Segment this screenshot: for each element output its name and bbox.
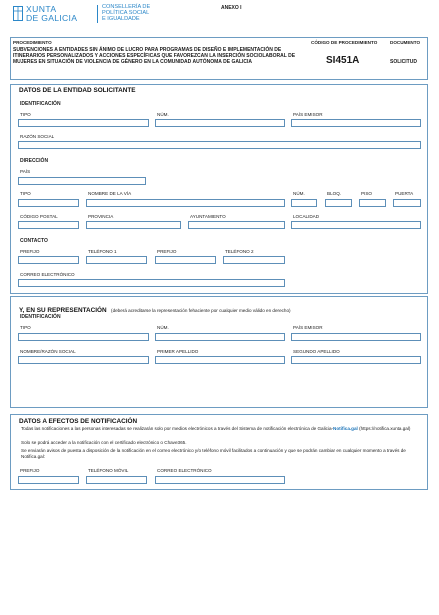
- applicant-razon-social-field[interactable]: [18, 141, 421, 149]
- applicant-tipo-via-field[interactable]: [18, 199, 79, 207]
- representative-pais-emisor-field[interactable]: [291, 333, 421, 341]
- representative-segundo-apellido-label: SEGUNDO APELLIDO: [293, 349, 340, 354]
- xunta-logo-mark-icon: [13, 6, 23, 21]
- representative-tipo-field[interactable]: [18, 333, 149, 341]
- document-type: SOLICITUD: [390, 59, 417, 65]
- notification-correo-label: CORREO ELECTRÓNICO: [157, 468, 212, 473]
- applicant-tipo-field[interactable]: [18, 119, 149, 127]
- applicant-localidad-label: LOCALIDAD: [293, 214, 320, 219]
- notification-telefono-movil-field[interactable]: [86, 476, 147, 484]
- procedure-code: SI451A: [326, 55, 360, 66]
- representative-section-title: Y, EN SU REPRESENTACIÓN: [19, 307, 107, 314]
- procedure-code-label: CÓDIGO DE PROCEDIMIENTO: [311, 40, 378, 45]
- notification-paragraph-1: [21, 426, 421, 432]
- representative-num-label: NÚM.: [157, 325, 169, 330]
- notification-paragraph-1-url: (https://notifica.xunta.gal): [357, 426, 411, 431]
- applicant-localidad-field[interactable]: [291, 221, 421, 229]
- representative-note: (deberá acreditarse la representación fehaciente por cualquier medio válido en derecho): [111, 308, 291, 313]
- applicant-telefono2-label: TELÉFONO 2: [225, 249, 254, 254]
- applicant-piso-label: PISO: [361, 191, 372, 196]
- applicant-ayuntamiento-field[interactable]: [188, 221, 285, 229]
- applicant-section-title: DATOS DE LA ENTIDAD SOLICITANTE: [19, 87, 136, 94]
- applicant-telefono1-label: TELÉFONO 1: [88, 249, 117, 254]
- applicant-address-heading: DIRECCIÓN: [20, 158, 49, 164]
- applicant-ayuntamiento-label: AYUNTAMIENTO: [190, 214, 226, 219]
- applicant-nombre-via-label: NOMBRE DE LA VÍA: [88, 191, 132, 196]
- applicant-provincia-field[interactable]: [86, 221, 181, 229]
- xunta-logo: [13, 4, 101, 24]
- applicant-tipo-via-label: TIPO: [20, 191, 31, 196]
- applicant-bloq-label: BLOQ.: [327, 191, 342, 196]
- applicant-prefijo1-field[interactable]: [18, 256, 79, 264]
- applicant-codigo-postal-field[interactable]: [18, 221, 79, 229]
- header-divider: [97, 5, 98, 23]
- applicant-pais-field[interactable]: [18, 177, 146, 185]
- applicant-pais-emisor-field[interactable]: [291, 119, 421, 127]
- applicant-num-via-field[interactable]: [291, 199, 317, 207]
- notification-correo-field[interactable]: [155, 476, 285, 484]
- notification-paragraph-3: Se enviarán avisos de puesta a disposición de la notificación en el correo electrónico y/o teléfono móvil facilitados a continuación y que se podrán cambiar en cualquier momento a través de Notifica.gal:: [21, 448, 406, 460]
- department-name: [102, 4, 150, 22]
- applicant-num-label: NÚM.: [157, 112, 169, 117]
- representative-primer-apellido-label: PRIMER APELLIDO: [157, 349, 199, 354]
- representative-primer-apellido-field[interactable]: [155, 356, 285, 364]
- org-name-line-1: XUNTA: [26, 4, 57, 14]
- applicant-codigo-postal-label: CÓDIGO POSTAL: [20, 214, 58, 219]
- applicant-prefijo1-label: PREFIJO: [20, 249, 40, 254]
- applicant-pais-emisor-label: PAÍS EMISOR: [293, 112, 323, 117]
- notifica-link[interactable]: Notifica.gal: [333, 426, 358, 431]
- applicant-num-field[interactable]: [155, 119, 285, 127]
- annex-label: ANEXO I: [221, 5, 242, 11]
- applicant-telefono1-field[interactable]: [86, 256, 147, 264]
- notification-telefono-movil-label: TELÉFONO MÓVIL: [88, 468, 129, 473]
- applicant-razon-social-label: RAZÓN SOCIAL: [20, 134, 55, 139]
- applicant-piso-field[interactable]: [359, 199, 386, 207]
- representative-tipo-label: TIPO: [20, 325, 31, 330]
- procedure-text: SUBVENCIONES A ENTIDADES SIN ÁNIMO DE LUCRO PARA PROGRAMAS DE DISEÑO E IMPLEMENTACIÓN DE ITINERARIOS PERSONALIZADOS Y ACCIONES ESPECÍFICAS QUE FAVOREZCAN LA INSERCIÓN SOCIOLABORAL DE MUJERES EN SITUACIÓN DE VIOLENCIA DE GÉNERO EN LA COMUNIDAD AUTÓNOMA DE GALICIA: [13, 47, 296, 65]
- applicant-puerta-label: PUERTA: [395, 191, 414, 196]
- representative-identification-heading: IDENTIFICACIÓN: [20, 314, 61, 320]
- representative-nombre-label: NOMBRE/RAZÓN SOCIAL: [20, 349, 76, 354]
- applicant-bloq-field[interactable]: [325, 199, 352, 207]
- representative-num-field[interactable]: [155, 333, 285, 341]
- applicant-puerta-field[interactable]: [393, 199, 421, 207]
- applicant-contact-heading: CONTACTO: [20, 238, 48, 244]
- org-name-line-2: DE GALICIA: [26, 13, 78, 23]
- applicant-nombre-via-field[interactable]: [86, 199, 285, 207]
- notification-prefijo-field[interactable]: [18, 476, 79, 484]
- applicant-correo-field[interactable]: [18, 279, 285, 287]
- notification-prefijo-label: PREFIJO: [20, 468, 40, 473]
- representative-pais-emisor-label: PAÍS EMISOR: [293, 325, 323, 330]
- applicant-tipo-label: TIPO: [20, 112, 31, 117]
- applicant-correo-label: CORREO ELECTRÓNICO: [20, 272, 75, 277]
- department-line-3: E IGUALDADE: [102, 16, 140, 22]
- notification-paragraph-1-text: Todas las notificaciones a las personas interesadas se realizarán solo por medios electrónicos a través del Sistema de notificación electrónica de Galicia-: [21, 426, 334, 431]
- representative-nombre-field[interactable]: [18, 356, 149, 364]
- notification-paragraph-2: Solo se podrá acceder a la notificación con el certificado electrónico o Chave365.: [21, 440, 187, 445]
- notification-section-title: DATOS A EFECTOS DE NOTIFICACIÓN: [19, 418, 138, 425]
- department-line-2: POLÍTICA SOCIAL: [102, 10, 150, 16]
- applicant-prefijo2-field[interactable]: [155, 256, 216, 264]
- applicant-prefijo2-label: PREFIJO: [157, 249, 177, 254]
- applicant-num-via-label: NÚM.: [293, 191, 305, 196]
- applicant-pais-label: PAÍS: [20, 169, 31, 174]
- applicant-provincia-label: PROVINCIA: [88, 214, 114, 219]
- representative-segundo-apellido-field[interactable]: [291, 356, 421, 364]
- applicant-telefono2-field[interactable]: [223, 256, 285, 264]
- document-label: DOCUMENTO: [390, 40, 421, 45]
- applicant-identification-heading: IDENTIFICACIÓN: [20, 101, 61, 107]
- procedure-label: PROCEDIMIENTO: [13, 40, 52, 45]
- department-line-1: CONSELLERÍA DE: [102, 4, 151, 10]
